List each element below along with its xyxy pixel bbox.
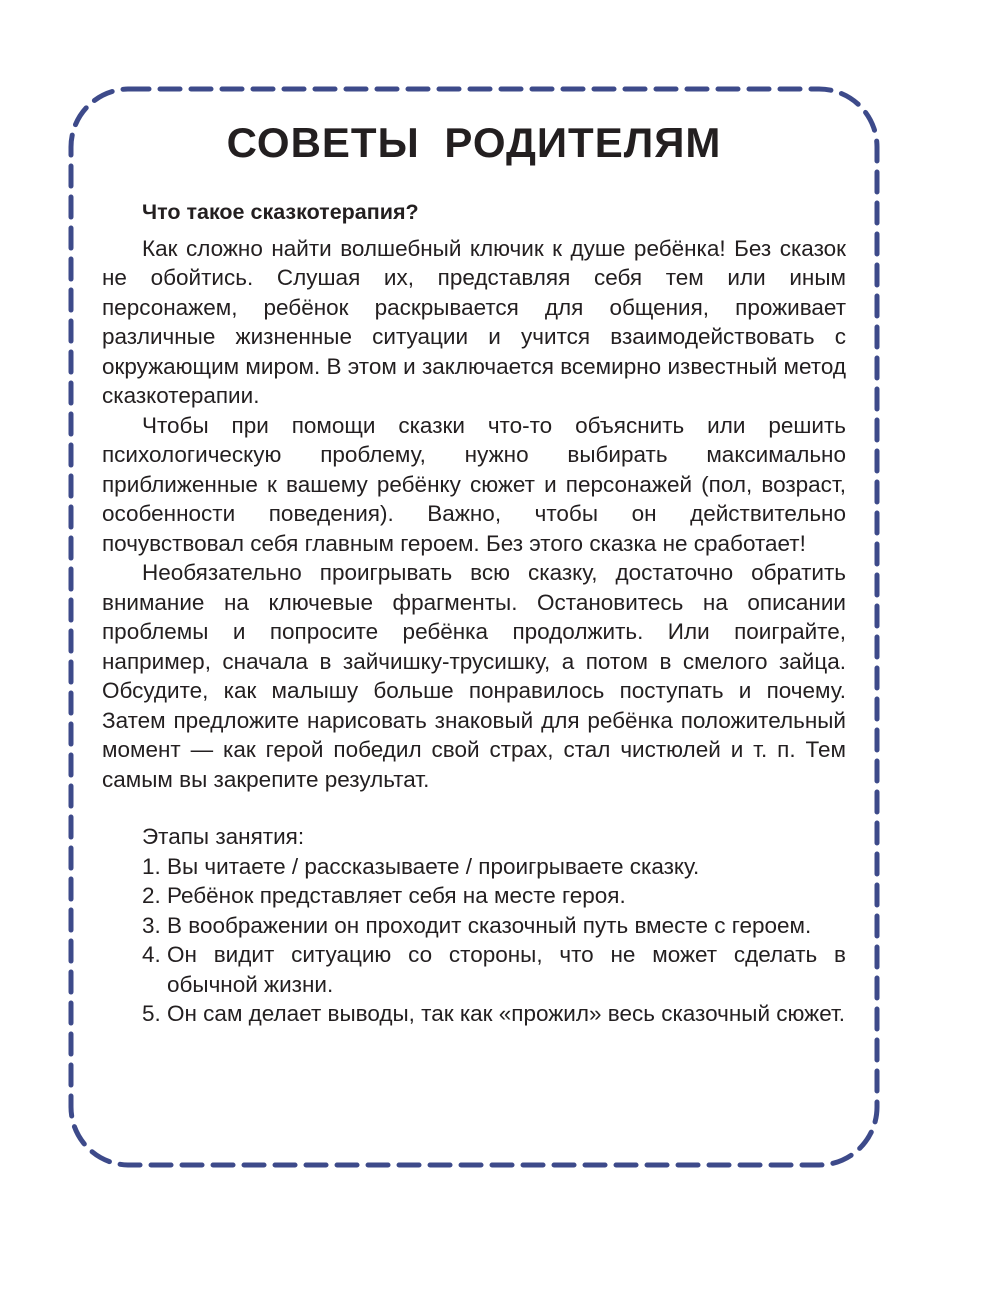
list-item (142, 881, 846, 911)
list-item-text: Он видит ситуацию со стороны, что не может сделать в обычной жизни. (167, 942, 846, 997)
paragraph-play: Необязательно проигрывать всю сказку, достаточно обратить внимание на ключевые фрагменты. Остановитесь на описании проблемы и попросите ребёнка продолжить. Или поиграйте, например, сначала в зайчишку-трусишку, а потом в смелого зайца. Обсудите, как малышу больше понравилось поступать и почему. Затем предложите нарисовать знаковый для ребёнка положительный момент — как герой победил свой страх, стал чистюлей и т. п. Тем самым вы закрепите результат. (102, 560, 846, 792)
list-item-number: 4. (142, 942, 161, 967)
list-item-text: Ребёнок представляет себя на месте героя. (167, 883, 626, 908)
list-item-number: 5. (142, 1001, 161, 1026)
paragraph-intro: Как сложно найти волшебный ключик к душе ребёнка! Без сказок не обойтись. Слушая их, представляя себя тем или иным персонажем, ребёнок раскрывается для общения, проживает различные жизненные ситуации и учится взаимодействовать с окружающим миром. В этом и заключается всемирно известный метод сказкотерапии. (102, 235, 846, 408)
advice-content (102, 114, 846, 1029)
list-item (142, 999, 846, 1029)
section-subheading: Что такое сказкотерапия? (142, 200, 419, 224)
page-title: СОВЕТЫ РОДИТЕЛЯМ (226, 119, 722, 166)
list-item-text: В воображении он проходит сказочный путь вместе с героем. (167, 912, 812, 938)
list-item-number: 2. (142, 883, 161, 908)
list-item (142, 852, 846, 882)
list-item (142, 940, 846, 999)
list-item (142, 911, 846, 941)
list-item-text: Он сам делает выводы, так как «прожил» весь сказочный сюжет. (167, 1001, 846, 1026)
paragraph-choice: Чтобы при помощи сказки что-то объяснить или решить психологическую проблему, нужно выбирать максимально приближенные к вашему ребёнку сюжет и персонажей (пол, возраст, особенности поведения). Важно, чтобы он действительно почувствовал себя главным героем. Без этого сказка не сработает! (102, 412, 846, 556)
list-item-number: 1. (142, 853, 161, 879)
steps-list (102, 852, 846, 1029)
list-item-text: Вы читаете / рассказываете / проигрываете сказку. (167, 853, 700, 879)
list-item-number: 3. (142, 912, 161, 938)
steps-title: Этапы занятия: (142, 824, 305, 849)
